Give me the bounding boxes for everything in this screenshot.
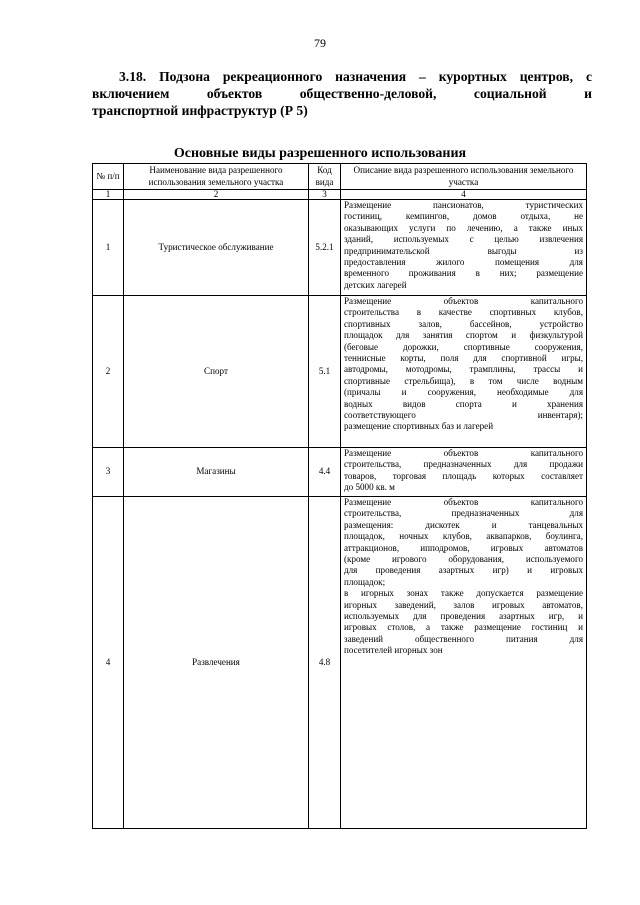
description-line: площадок;: [344, 576, 386, 587]
row-num: 4: [93, 497, 124, 829]
description-line: (причалы и сооружения, необходимые для: [344, 387, 583, 398]
description-line: гостиниц, кемпингов, домов отдыха, не: [344, 211, 583, 222]
description-line: предпринимательской выгоды из: [344, 245, 583, 256]
description-line: Размещение объектов капитального: [344, 448, 583, 458]
column-index: 2: [124, 190, 309, 200]
header-description: Описание вида разрешенного использования земельного участка: [341, 164, 587, 190]
header-num: № п/п: [93, 164, 124, 190]
table-row: [93, 200, 587, 296]
description-line: игорных заведений, залов игровых автоматов,: [344, 599, 583, 610]
heading-line: 3.18. Подзона рекреационного назначения – курортных центров, с: [119, 69, 592, 84]
description-line: Размещение объектов капитального: [344, 497, 583, 507]
row-name: Спорт: [124, 296, 309, 448]
description-line: размещения: дискотек и танцевальных: [344, 519, 583, 530]
heading-line: транспортной инфраструктур (Р 5): [92, 103, 308, 118]
description-line: в игорных зонах также допускается размещение: [344, 588, 583, 599]
description-line: водных видов спорта и хранения: [344, 398, 583, 409]
row-name: Туристическое обслуживание: [124, 200, 309, 296]
column-index-row: [93, 190, 587, 200]
row-code: 5.2.1: [309, 200, 341, 296]
description-line: соответствующего инвентаря);: [344, 410, 583, 421]
row-code: 4.4: [309, 448, 341, 497]
description-line: посетителей игорных зон: [344, 645, 443, 656]
row-num: 1: [93, 200, 124, 296]
header-code: Код вида: [309, 164, 341, 190]
description-line: детских лагерей: [344, 279, 407, 290]
row-num: 2: [93, 296, 124, 448]
description-line: заведений общественного питания для: [344, 633, 583, 644]
description-line: размещение спортивных баз и лагерей: [344, 421, 494, 432]
row-code: 5.1: [309, 296, 341, 448]
description-line: зданий, используемых с целью извлечения: [344, 234, 583, 245]
section-heading: [92, 68, 592, 119]
description-line: оказывающих услуги по лечению, а также иных: [344, 222, 583, 233]
table-header-row: [93, 164, 587, 190]
row-description: [341, 497, 587, 829]
description-line: строительства в качестве спортивных клубов,: [344, 307, 583, 318]
column-index: 3: [309, 190, 341, 200]
permitted-uses-table: [92, 163, 587, 829]
description-line: спортивных залов, бассейнов, устройство: [344, 318, 583, 329]
description-line: площадок, ночных клубов, аквапарков, боулинга,: [344, 531, 583, 542]
table-row: [93, 497, 587, 829]
row-description: [341, 448, 587, 497]
row-name: Развлечения: [124, 497, 309, 829]
row-description: [341, 296, 587, 448]
table-row: [93, 448, 587, 497]
row-name: Магазины: [124, 448, 309, 497]
heading-line: включением объектов общественно-деловой, социальной и: [92, 86, 592, 101]
description-line: Размещение пансионатов, туристических: [344, 200, 583, 210]
header-name: Наименование вида разрешенного использования земельного участка: [124, 164, 309, 190]
description-line: до 5000 кв. м: [344, 482, 395, 493]
description-line: (беговые дорожки, спортивные сооружения,: [344, 341, 583, 352]
description-line: теннисные корты, поля для спортивной игры,: [344, 353, 583, 364]
row-code: 4.8: [309, 497, 341, 829]
description-line: автодромы, мотодромы, трамплины, трассы и: [344, 364, 583, 375]
column-index: 1: [93, 190, 124, 200]
description-line: строительства, предназначенных для продажи: [344, 459, 583, 470]
page-number: 79: [314, 36, 326, 50]
description-line: площадок для занятия спортом и физкультурой: [344, 330, 583, 341]
description-line: строительства, предназначенных для: [344, 508, 583, 519]
table-caption: Основные виды разрешенного использования: [173, 146, 467, 161]
description-line: временного проживания в них; размещение: [344, 268, 583, 279]
description-line: используемых для проведения азартных игр, и: [344, 611, 583, 622]
description-line: товаров, торговая площадь которых составляет: [344, 470, 583, 481]
description-line: Размещение объектов капитального: [344, 296, 583, 306]
column-index: 4: [341, 190, 587, 200]
description-line: спортивные стрельбища), в том числе водным: [344, 375, 583, 386]
row-description: [341, 200, 587, 296]
row-num: 3: [93, 448, 124, 497]
description-line: игровых столов, а также размещение гостиниц и: [344, 622, 583, 633]
description-line: предоставления жилого помещения для: [344, 257, 583, 268]
description-line: для проведения азартных игр) и игровых: [344, 565, 583, 576]
description-line: аттракционов, ипподромов, игровых автоматов: [344, 542, 583, 553]
description-line: (кроме игрового оборудования, используемого: [344, 554, 583, 565]
table-row: [93, 296, 587, 448]
